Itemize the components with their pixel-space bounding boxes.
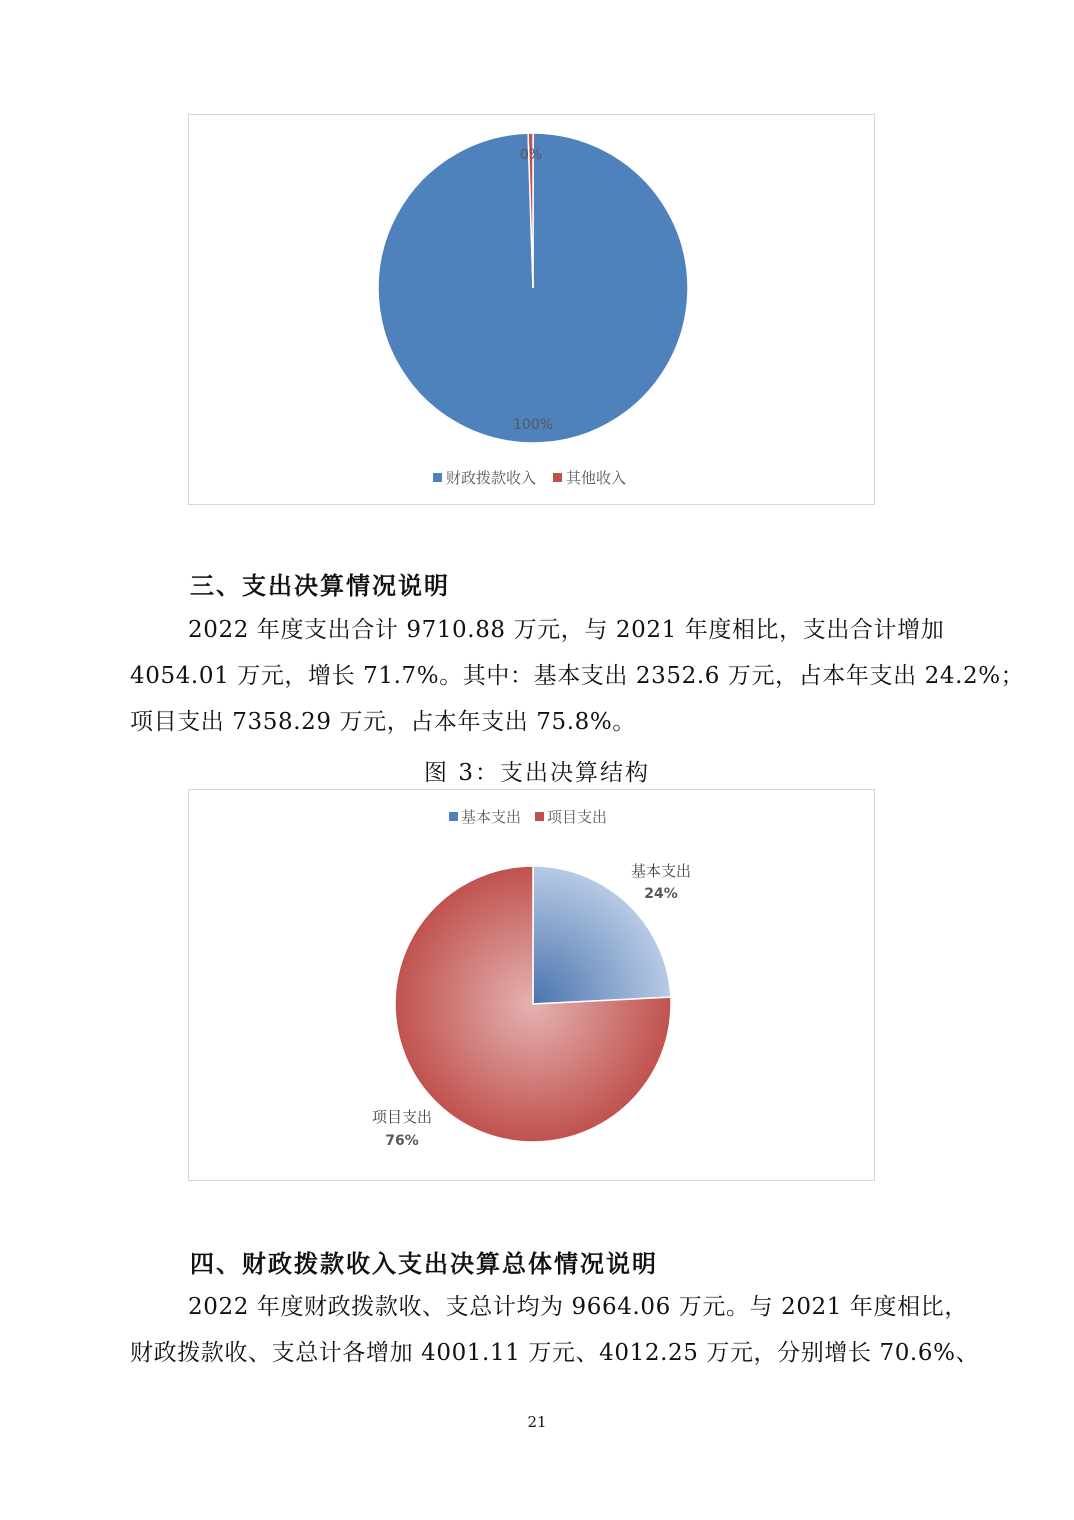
figure3-caption: 图 3：支出决算结构 [424,760,650,786]
section4-paragraph [130,1284,980,1376]
section3-heading: 三、支出决算情况说明 [190,571,450,600]
expenditure-label-project-name: 项目支出 [371,1108,433,1126]
income-pie-label-fiscal: 100% [512,417,554,433]
expenditure-pie-chart [188,789,875,1181]
income-pie-label-other: 0% [519,147,543,163]
legend-swatch-fiscal [433,473,442,482]
income-pie-svg [189,115,876,506]
section3-paragraph [130,607,1025,745]
section4-line-1: 2022 年度财政拨款收、支总计均为 9664.06 万元。与 2021 年度相比， [188,1294,968,1320]
section3-line-1: 2022 年度支出合计 9710.88 万元，与 2021 年度相比，支出合计增加 [188,617,945,643]
page-number: 21 [527,1413,547,1431]
income-pie-chart [188,114,875,505]
legend-label-fiscal: 财政拨款收入 [446,469,537,487]
expenditure-label-project-percent: 76% [385,1133,419,1149]
expenditure-label-basic-name: 基本支出 [630,862,692,880]
section4-line-2: 财政拨款收、支总计各增加 4001.11 万元、4012.25 万元，分别增长 70.6%、 [130,1340,980,1366]
section3-line-3: 项目支出 7358.29 万元，占本年支出 75.8%。 [130,709,636,735]
section3-line-2: 4054.01 万元，增长 71.7%。其中：基本支出 2352.6 万元，占本年支出 24.2%； [130,663,1025,689]
section4-heading: 四、财政拨款收入支出决算总体情况说明 [190,1249,658,1278]
legend-label-project: 项目支出 [547,808,608,826]
legend-label-other: 其他收入 [566,469,627,487]
expenditure-pie-svg [189,790,876,1182]
legend-label-basic: 基本支出 [461,808,522,826]
expenditure-label-basic-percent: 24% [644,886,678,902]
legend-swatch-basic [449,812,458,821]
legend-swatch-other [553,473,562,482]
legend-swatch-project [535,812,544,821]
